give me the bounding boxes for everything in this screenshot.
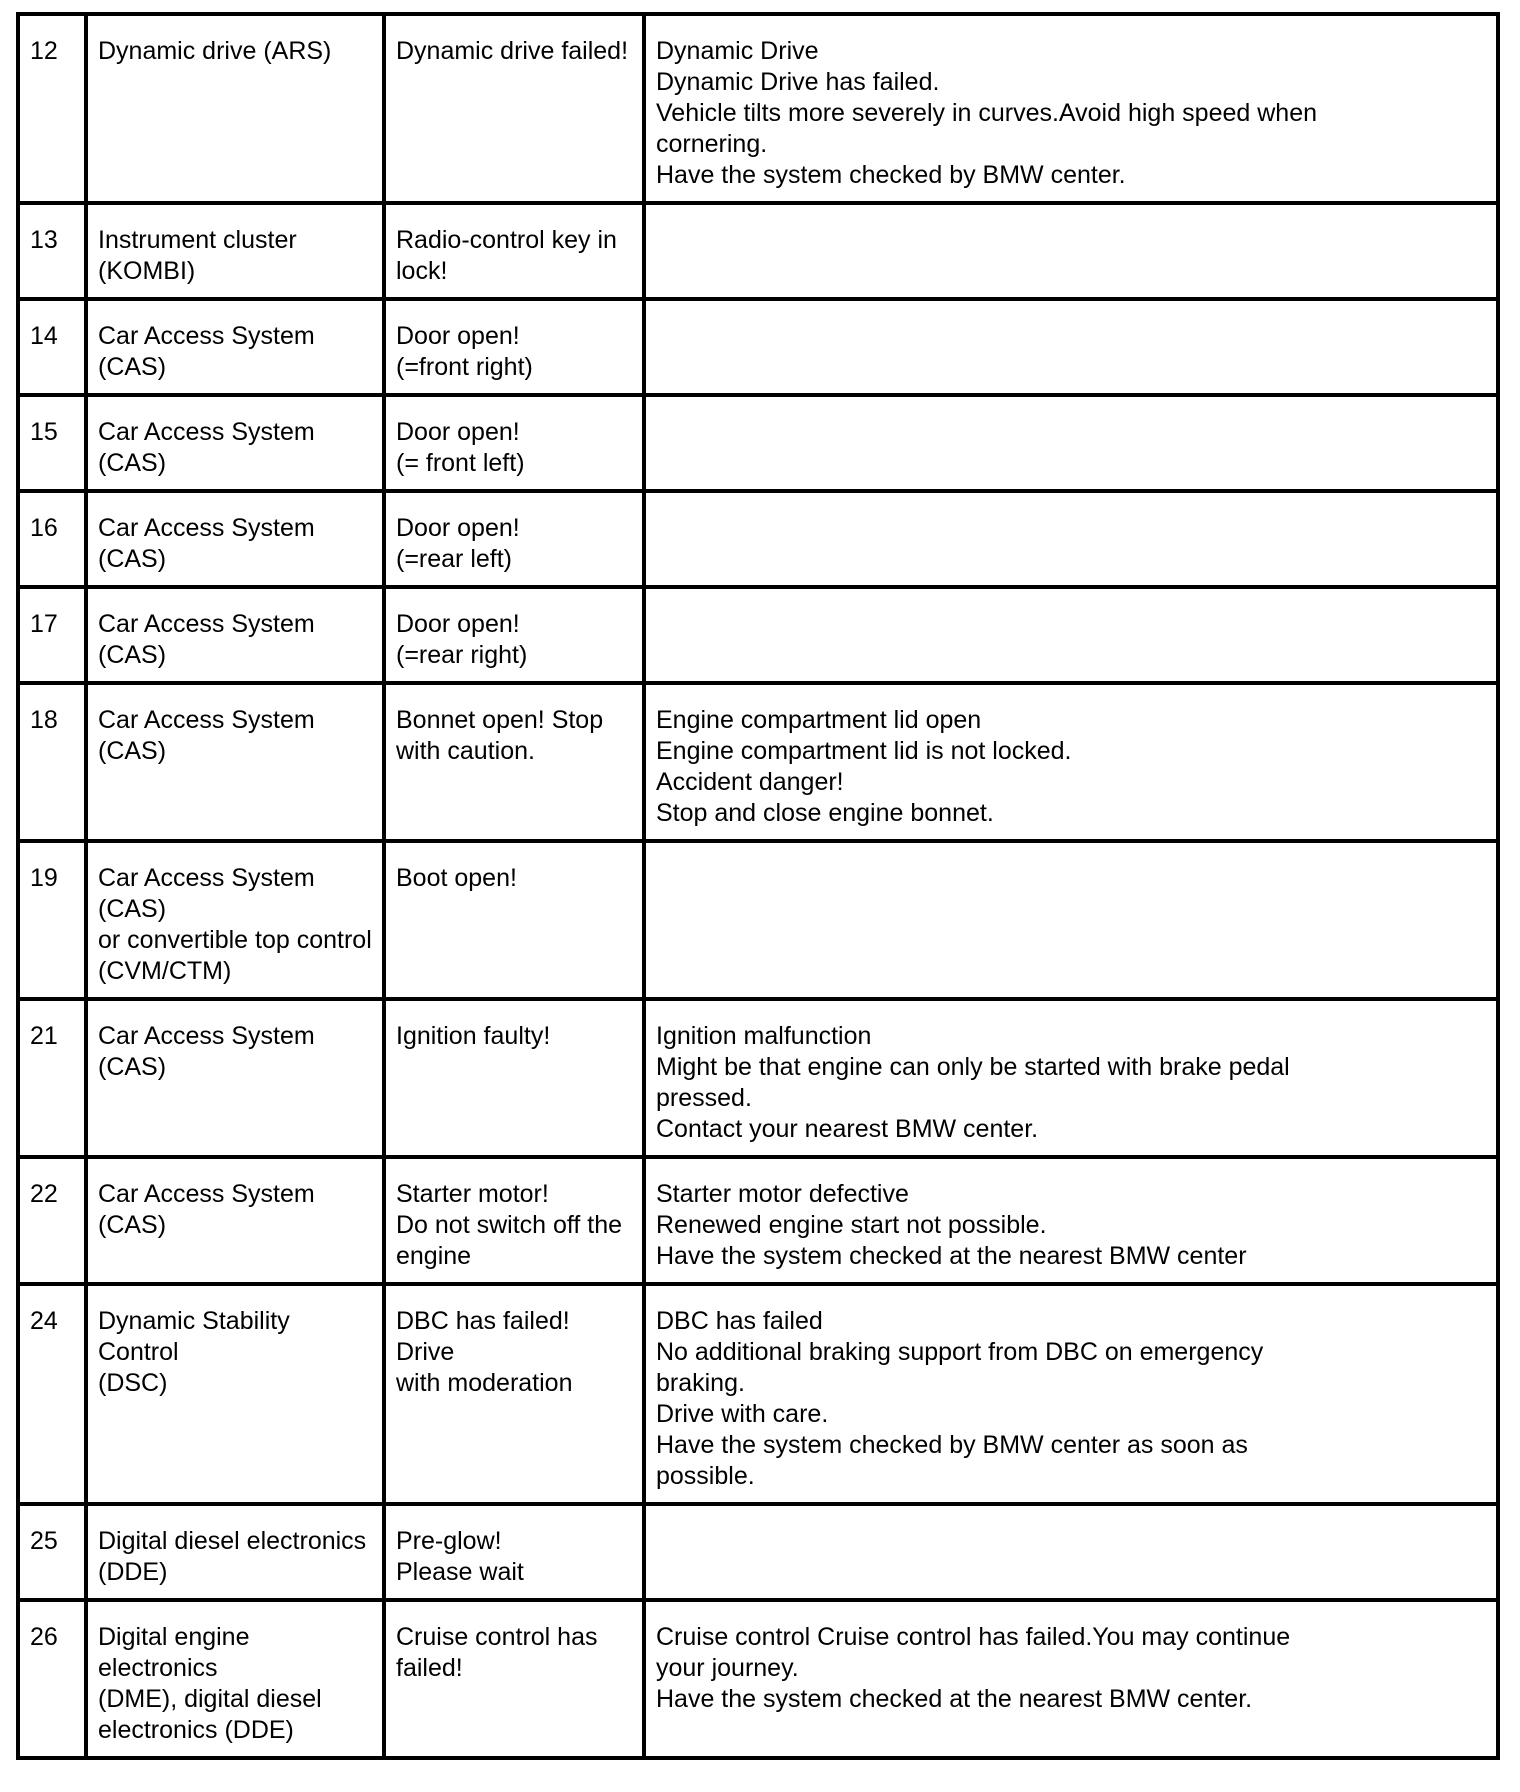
help-text-line: Renewed engine start not possible. <box>656 1211 1047 1239</box>
cc-message-line: Door open! <box>396 514 520 542</box>
help-text-line: Stop and close engine bonnet. <box>656 799 994 827</box>
cc-message-cell <box>384 1284 644 1504</box>
cc-message-line: Ignition faulty! <box>396 1022 551 1050</box>
control-unit-cell <box>86 587 384 683</box>
control-unit-cell <box>86 1157 384 1284</box>
help-text-cell <box>644 1157 1498 1284</box>
cc-message-line: Door open! <box>396 418 520 446</box>
cc-message-line: lock! <box>396 257 448 285</box>
help-text-cell <box>644 587 1498 683</box>
help-text-cell <box>644 999 1498 1157</box>
cc-message-line: Pre-glow! <box>396 1527 502 1555</box>
fault-number-cell: 18 <box>18 683 86 841</box>
control-unit-cell <box>86 683 384 841</box>
help-text-cell <box>644 14 1498 203</box>
help-text-line: Dynamic Drive <box>656 37 819 65</box>
help-text-line: braking. <box>656 1369 745 1397</box>
help-text-cell <box>644 299 1498 395</box>
cc-message-line: with moderation <box>396 1369 573 1397</box>
help-text-cell <box>644 1504 1498 1600</box>
table-row <box>18 841 1498 999</box>
cc-message-line: (=front right) <box>396 353 533 381</box>
help-text-cell <box>644 491 1498 587</box>
cc-message-cell <box>384 587 644 683</box>
table-row <box>18 203 1498 299</box>
fault-message-table <box>16 12 1500 1760</box>
help-text-line: Starter motor defective <box>656 1180 909 1208</box>
control-unit-line: or convertible top control <box>98 926 372 954</box>
help-text-line: DBC has failed <box>656 1307 823 1335</box>
table-row <box>18 14 1498 203</box>
cc-message-line: (=rear left) <box>396 545 513 573</box>
help-text-line: Engine compartment lid is not locked. <box>656 737 1072 765</box>
fault-number-cell: 17 <box>18 587 86 683</box>
help-text-line: Have the system checked at the nearest BMW center. <box>656 1685 1253 1713</box>
cc-message-line: Dynamic drive failed! <box>396 37 629 65</box>
control-unit-line: Car Access System (CAS) <box>98 864 315 923</box>
help-text-cell <box>644 683 1498 841</box>
help-text-line: Accident danger! <box>656 768 844 796</box>
fault-number-cell: 26 <box>18 1600 86 1758</box>
help-text-line: No additional braking support from DBC on emergency <box>656 1338 1264 1366</box>
cc-message-cell <box>384 1157 644 1284</box>
table-row <box>18 299 1498 395</box>
cc-message-line: engine <box>396 1242 472 1270</box>
cc-message-line: Bonnet open! Stop <box>396 706 604 734</box>
control-unit-line: (DDE) <box>98 1558 168 1586</box>
control-unit-line: Digital diesel electronics <box>98 1527 367 1555</box>
help-text-cell <box>644 395 1498 491</box>
table-row <box>18 1284 1498 1504</box>
cc-message-line: Radio-control key in <box>396 226 617 254</box>
help-text-cell <box>644 1600 1498 1758</box>
control-unit-line: Car Access System (CAS) <box>98 418 315 477</box>
table-row <box>18 1157 1498 1284</box>
table-row <box>18 491 1498 587</box>
cc-message-cell <box>384 1600 644 1758</box>
fault-number-cell: 25 <box>18 1504 86 1600</box>
control-unit-line: (DSC) <box>98 1369 168 1397</box>
fault-number-cell: 22 <box>18 1157 86 1284</box>
help-text-line: Engine compartment lid open <box>656 706 982 734</box>
help-text-line: Ignition malfunction <box>656 1022 872 1050</box>
control-unit-line: Digital engine electronics <box>98 1623 250 1682</box>
control-unit-cell <box>86 395 384 491</box>
cc-message-cell <box>384 299 644 395</box>
cc-message-cell <box>384 14 644 203</box>
cc-message-line: with caution. <box>396 737 535 765</box>
fault-number-cell: 13 <box>18 203 86 299</box>
help-text-line: Have the system checked by BMW center as soon as <box>656 1431 1248 1459</box>
control-unit-cell <box>86 999 384 1157</box>
cc-message-line: Boot open! <box>396 864 517 892</box>
cc-message-line: Do not switch off the <box>396 1211 623 1239</box>
cc-message-cell <box>384 999 644 1157</box>
control-unit-line: Car Access System (CAS) <box>98 322 315 381</box>
control-unit-cell <box>86 1600 384 1758</box>
control-unit-cell <box>86 841 384 999</box>
control-unit-line: Car Access System (CAS) <box>98 1022 315 1081</box>
cc-message-line: Please wait <box>396 1558 524 1586</box>
control-unit-line: Dynamic drive (ARS) <box>98 37 332 65</box>
cc-message-cell <box>384 491 644 587</box>
control-unit-line: Car Access System (CAS) <box>98 514 315 573</box>
fault-number-cell: 15 <box>18 395 86 491</box>
control-unit-line: Dynamic Stability Control <box>98 1307 290 1366</box>
table-row <box>18 395 1498 491</box>
cc-message-line: (=rear right) <box>396 641 528 669</box>
control-unit-line: Car Access System (CAS) <box>98 706 315 765</box>
control-unit-cell <box>86 203 384 299</box>
table-row <box>18 587 1498 683</box>
help-text-line: pressed. <box>656 1084 752 1112</box>
table-row <box>18 999 1498 1157</box>
control-unit-line: (KOMBI) <box>98 257 196 285</box>
control-unit-line: (CVM/CTM) <box>98 957 232 985</box>
control-unit-line: Car Access System (CAS) <box>98 610 315 669</box>
control-unit-line: Car Access System (CAS) <box>98 1180 315 1239</box>
help-text-line: Dynamic Drive has failed. <box>656 68 940 96</box>
help-text-line: cornering. <box>656 130 768 158</box>
control-unit-cell <box>86 299 384 395</box>
control-unit-line: electronics (DDE) <box>98 1716 294 1744</box>
cc-message-line: Door open! <box>396 610 520 638</box>
fault-number-cell: 21 <box>18 999 86 1157</box>
fault-number-cell: 24 <box>18 1284 86 1504</box>
control-unit-line: (DME), digital diesel <box>98 1685 322 1713</box>
help-text-cell <box>644 203 1498 299</box>
help-text-line: Have the system checked by BMW center. <box>656 161 1126 189</box>
fault-table-body <box>18 14 1498 1758</box>
control-unit-line: Instrument cluster <box>98 226 297 254</box>
cc-message-line: failed! <box>396 1654 463 1682</box>
control-unit-cell <box>86 1504 384 1600</box>
help-text-line: Vehicle tilts more severely in curves.Avoid high speed when <box>656 99 1317 127</box>
help-text-line: Have the system checked at the nearest BMW center <box>656 1242 1247 1270</box>
help-text-cell <box>644 841 1498 999</box>
table-row <box>18 1600 1498 1758</box>
help-text-cell <box>644 1284 1498 1504</box>
table-row <box>18 683 1498 841</box>
cc-message-cell <box>384 203 644 299</box>
cc-message-line: Door open! <box>396 322 520 350</box>
table-row <box>18 1504 1498 1600</box>
help-text-line: possible. <box>656 1462 755 1490</box>
fault-number-cell: 16 <box>18 491 86 587</box>
help-text-line: Cruise control Cruise control has failed.You may continue <box>656 1623 1291 1651</box>
control-unit-cell <box>86 14 384 203</box>
fault-number-cell: 12 <box>18 14 86 203</box>
cc-message-line: Cruise control has <box>396 1623 598 1651</box>
control-unit-cell <box>86 491 384 587</box>
cc-message-cell <box>384 1504 644 1600</box>
cc-message-line: DBC has failed! Drive <box>396 1307 570 1366</box>
cc-message-line: (= front left) <box>396 449 525 477</box>
help-text-line: your journey. <box>656 1654 799 1682</box>
fault-number-cell: 19 <box>18 841 86 999</box>
cc-message-cell <box>384 683 644 841</box>
cc-message-line: Starter motor! <box>396 1180 549 1208</box>
help-text-line: Might be that engine can only be started with brake pedal <box>656 1053 1290 1081</box>
help-text-line: Contact your nearest BMW center. <box>656 1115 1039 1143</box>
control-unit-cell <box>86 1284 384 1504</box>
cc-message-cell <box>384 841 644 999</box>
help-text-line: Drive with care. <box>656 1400 829 1428</box>
cc-message-cell <box>384 395 644 491</box>
fault-number-cell: 14 <box>18 299 86 395</box>
